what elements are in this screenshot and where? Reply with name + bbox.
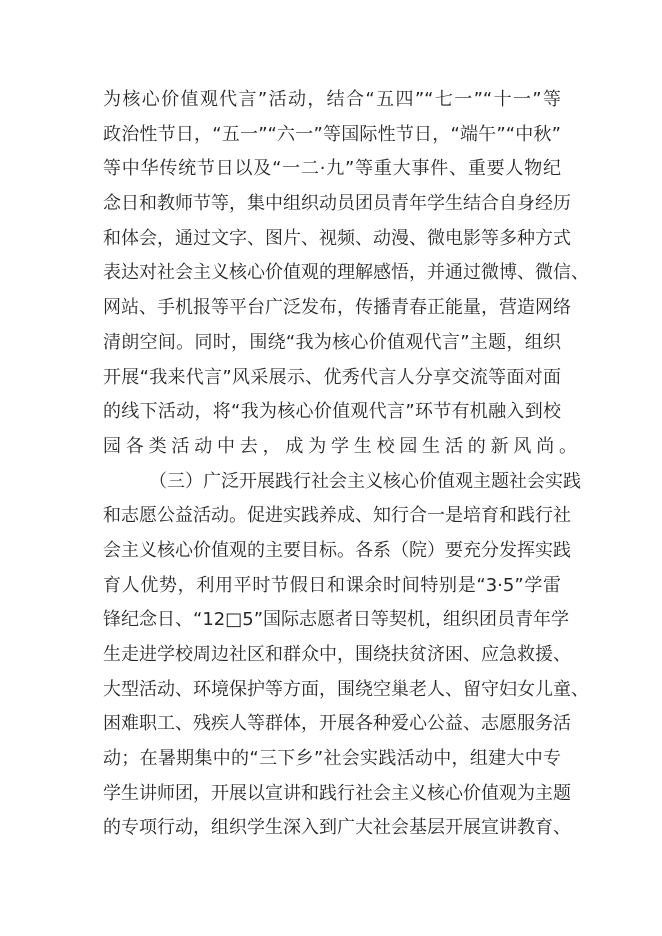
text-line: 动；在暑期集中的“三下乡”社会实践活动中，组建大中专 bbox=[103, 748, 561, 770]
section-heading-line: （三）广泛开展践行社会主义核心价值观主题社会实践 bbox=[149, 470, 581, 492]
text-line: 网站、手机报等平台广泛发布，传播青春正能量，营造网络 bbox=[103, 297, 571, 319]
paragraph-2 bbox=[103, 465, 589, 847]
text-line: 为核心价值观代言”活动，结合“五四”“七一”“十一”等 bbox=[103, 89, 561, 110]
text-line: 等中华传统节日以及“一二·九”等重大事件、重要人物纪 bbox=[103, 158, 561, 180]
text-line: 开展“我来代言”风采展示、优秀代言人分享交流等面对面 bbox=[103, 366, 561, 388]
text-line: 锋纪念日、“12□5”国际志愿者日等契机，组织团员青年学 bbox=[103, 609, 570, 631]
text-line: 念日和教师节等，集中组织动员团员青年学生结合自身经历 bbox=[103, 193, 571, 215]
paragraph-1 bbox=[103, 83, 589, 465]
text-line: 大型活动、环境保护等方面，围绕空巢老人、留守妇女儿童、 bbox=[103, 678, 589, 700]
text-line: 学生讲师团，开展以宣讲和践行社会主义核心价值观为主题 bbox=[103, 782, 571, 804]
text-line: 园各类活动中去，成为学生校园生活的新风尚。 bbox=[103, 435, 582, 457]
text-line: 和志愿公益活动。促进实践养成、知行合一是培育和践行社 bbox=[103, 505, 571, 527]
text-line: 政治性节日，“五一”“六一”等国际性节日，“端午”“中秋” bbox=[103, 123, 561, 145]
text-line: 会主义核心价值观的主要目标。各系（院）要充分发挥实践 bbox=[103, 539, 571, 561]
text-line: 清朗空间。同时，围绕“我为核心价值观代言”主题，组织 bbox=[103, 331, 561, 353]
text-line: 困难职工、残疾人等群体，开展各种爱心公益、志愿服务活 bbox=[103, 713, 571, 735]
text-line: 育人优势，利用平时节假日和课余时间特别是“3·5”学雷 bbox=[103, 574, 561, 596]
text-line: 表达对社会主义核心价值观的理解感悟，并通过微博、微信、 bbox=[103, 262, 589, 284]
text-line: 的专项行动，组织学生深入到广大社会基层开展宣讲教育、 bbox=[103, 817, 571, 839]
text-line: 和体会，通过文字、图片、视频、动漫、微电影等多种方式 bbox=[103, 227, 571, 249]
body-text bbox=[103, 83, 589, 846]
text-line: 生走进学校周边社区和群众中，围绕扶贫济困、应急救援、 bbox=[103, 644, 571, 665]
text-line: 的线下活动，将“我为核心价值观代言”环节有机融入到校 bbox=[103, 401, 561, 423]
